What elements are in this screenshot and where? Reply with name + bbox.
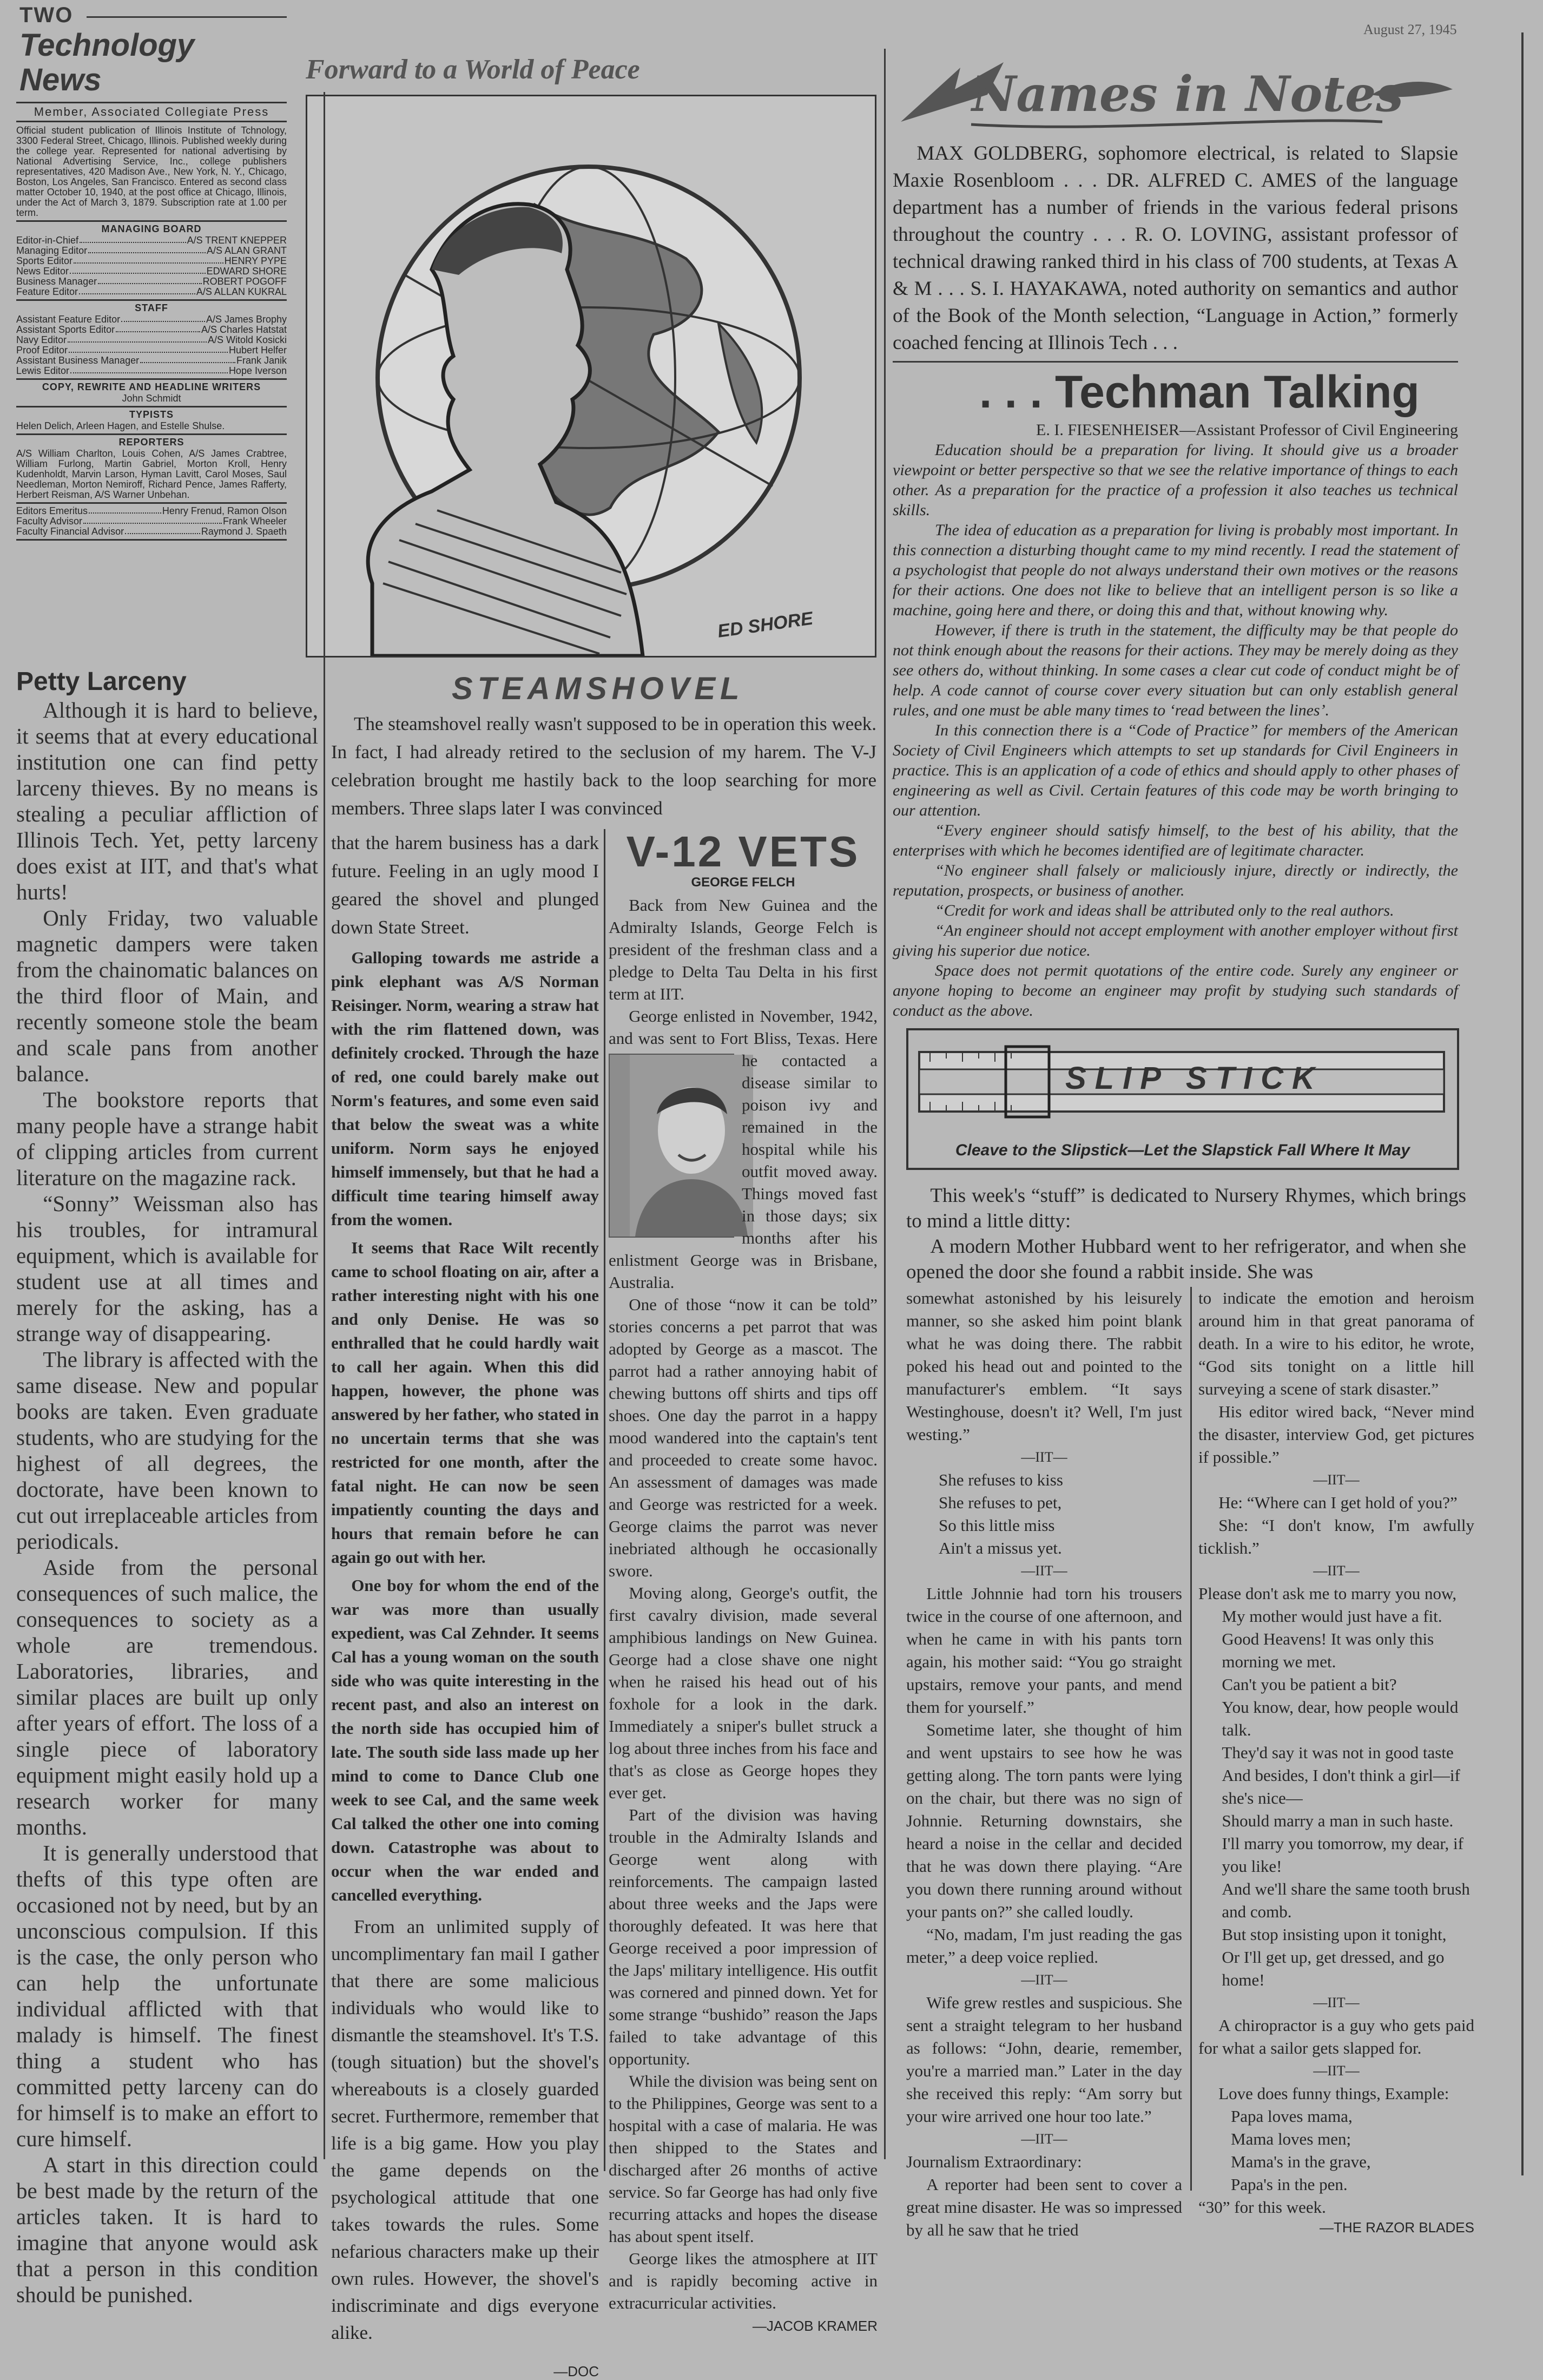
paragraph: In this connection there is a “Code of Practice” for members of the American Society of Civil Engineers which attempts to set up standards for Civil Engineers in practice. This is an application of a code of ethics and should apply to other phases of engineering as well as Civil. Certain features of this code may be worth bringing to our attention. [893, 721, 1458, 819]
staff-row [16, 287, 287, 297]
leader-dots [68, 335, 207, 343]
separator: —IIT— [1021, 1972, 1067, 1988]
copy-writers: John Schmidt [122, 393, 181, 404]
leader-dots [70, 266, 206, 274]
paragraph: Aside from the personal consequences of such malice, the consequences to society as a whole are tremendous. Laboratories, libraries, and similar places are built up only after years of effort. The loss of a single piece of laboratory equipment might easily hold up a research worker for many months. [16, 1555, 318, 1839]
author-signature: —JACOB KRAMER [752, 2318, 878, 2334]
leader-dots [98, 277, 202, 284]
leader-dots [121, 314, 205, 322]
staff-role: Assistant Sports Editor [16, 325, 115, 335]
managing-board-heading: MANAGING BOARD [101, 223, 202, 234]
paragraph: Love does funny things, Example: [1218, 2084, 1449, 2103]
staff-name: EDWARD SHORE [206, 266, 287, 277]
staff-role: Managing Editor [16, 246, 88, 256]
paragraph: One of those “now it can be told” stories concerns a pet parrot that was adopted by George as a mascot. The parrot had a rather annoying habit of chewing buttons off shirts and tips off shoes. One day the parrot in a happy mood wandered into the captain's tent and proceeded to create some havoc. An assessment of damages was made and George was restricted for a week. George claims the parrot was never inebriated although he occasionally swore. [609, 1295, 878, 1580]
paragraph: “Sonny” Weissman also has his troubles, for intramural equipment, which is available for student use at all times and merely for the asking, has a strange way of disappearing. [16, 1191, 318, 1346]
staff-row [16, 277, 287, 287]
steamshovel-intro [331, 710, 876, 823]
page-edge-rule [1521, 32, 1524, 2175]
leader-dots [80, 235, 186, 243]
separator: —IIT— [1313, 2063, 1360, 2079]
leader-dots [69, 345, 228, 353]
staff-row [16, 335, 287, 345]
paragraph: “No, madam, I'm just reading the gas meter,” a deep voice replied. [906, 1925, 1182, 1967]
text: Texas. Here he contacted a disease similar to poison ivy and remained in the hospital while his outfit moved away. Things moved fast in those days; six months after his enlistment George was in Brisbane, Australia. [609, 1029, 878, 1292]
paragraph: Education should be a preparation for living. It should give us a broader viewpoint or better perspective so that we see the relative importance of things to each other. As a preparation for the practice of a profession it also teaches us technical skills. [893, 441, 1458, 519]
staff-role: Lewis Editor [16, 366, 70, 376]
paragraph: somewhat astonished by his leisurely manner, so she asked him point blank what he was doing there. The rabbit poked his head out and pointed to the manufacturer's emblem. “It says Westinghouse, doesn't it? Well, I'm just westing.” [906, 1288, 1182, 1444]
separator: —IIT— [1021, 1449, 1067, 1465]
paragraph: However, if there is truth in the statement, the difficulty may be that people do not think enough about the reasons for their actions. They may be merely doing as they see others do, without thinking. In some cases a clear cut code of conduct might be of help. A code cannot of course cover every situation but can only establish general rules, and one must be able many times to ‘read between the lines’. [893, 621, 1458, 719]
person-portrait-icon [630, 1055, 753, 1237]
page-number: TWO [19, 3, 74, 27]
staff-role: Faculty Advisor [16, 516, 83, 527]
reporters: A/S William Charlton, Louis Cohen, A/S James Crabtree, William Furlong, Martin Gabriel, Morton Kroll, Henry Kudenholdt, Marvin Larson, Hyman Lavitt, Carol Moses, Saul Needleman, Morton Nemiroff, Richard Pence, James Rafferty, Herbert Reisman, A/S Warner Unbehan. [16, 448, 287, 500]
paragraph: Wife grew restles and suspicious. She sent a straight telegram to her husband as follows: “John, dearie, remember, you're a married man.” Later in the day she received this reply: “Am sorry but your wire arrived one hour too late.” [906, 1993, 1182, 2126]
staff-row [16, 314, 287, 325]
article-title: V-12 VETS [626, 827, 860, 876]
leader-dots [79, 287, 195, 294]
paragraph: A chiropractor is a guy who gets paid for what a sailor gets slapped for. [1198, 2016, 1474, 2057]
typists-heading: TYPISTS [129, 409, 174, 420]
editorial-title: Petty Larceny [16, 667, 187, 696]
staff-row [16, 266, 287, 277]
author-signature: —DOC [553, 2363, 599, 2379]
banner-lettering: Names in Notes [972, 65, 1403, 123]
leader-dots [125, 527, 200, 534]
staff-list [16, 314, 287, 376]
paragraph: Galloping towards me astride a pink elephant was A/S Norman Reisinger. Norm, wearing a straw hat with the rim flattened down, was definitely crocked. Through the haze of red, one could barely make out Norm's features, and some even said that below the sweat was a white uniform. Norm says he enjoyed himself immensely, but that he had a difficult time tearing himself away from the women. [331, 948, 599, 1229]
paragraph: The library is affected with the same disease. New and popular books are taken. Even graduate students, who are studying for the highest of all degrees, the doctorate, have been known to cut out irreplaceable articles from periodicals. [16, 1347, 318, 1554]
column-rule [604, 829, 605, 2171]
staff-name: Hubert Helfer [228, 345, 287, 356]
paragraph: “No engineer shall falsely or maliciously injure, directly or indirectly, the reputation, prospects, or business of another. [893, 862, 1458, 899]
paragraph: She: “I don't know, I'm awfully ticklish.” [1198, 1516, 1474, 1557]
names-in-notes-text [893, 140, 1458, 357]
byline: E. I. FIESENHEISER—Assistant Professor of Civil Engineering [1036, 421, 1458, 439]
text: George enlisted in November, 1942, and was sent to Fort Bliss, [609, 1007, 878, 1048]
staff-name: A/S Charles Hatstat [201, 325, 287, 335]
paragraph: Part of the division was having trouble in the Admiralty Islands and George went along with reinforcements. The campaign lasted about three weeks and the Japs were thoroughly defeated. It was here that George received a poor impression of the Japs' military intelligence. His outfit was cornered and pinned down. Yet for some strange “bushido” reason the Japs failed to take advantage of this opportunity. [609, 1805, 878, 2068]
paragraph: This week's “stuff” is dedicated to Nursery Rhymes, which brings to mind a little ditty: [906, 1185, 1466, 1232]
staff-row [16, 527, 287, 537]
paragraph: The idea of education as a preparation for living is probably most important. In this connection a disturbing thought came to my mind recently. I read the statement of a psychologist that people do not always understand their own motives or the reasons for their actions. One does not like to believe that an intelligent person is so like a machine, going here and there, or doing this and that, without knowing why. [893, 521, 1458, 619]
staff-role: Assistant Business Manager [16, 356, 140, 366]
reporters-heading: REPORTERS [118, 437, 184, 448]
slip-stick-title: SLIP STICK [1065, 1061, 1323, 1096]
cartoon-title: Forward to a World of Peace [306, 54, 640, 85]
paragraph: It is generally understood that thefts of this type often are occasioned not by need, but by an unconscious compulsion. If this is the case, the only person who can help the unfortunate individual afflicted with that malady is himself. The finest thing a student who has committed petty larceny can do for himself is to make an effort to cure himself. [16, 1840, 318, 2151]
staff-name: ROBERT POGOFF [202, 277, 287, 287]
staff-name: Henry Frenud, Ramon Olson [162, 506, 287, 516]
paragraph: Journalism Extraordinary: [906, 2152, 1082, 2171]
column-rule [324, 92, 325, 2159]
artist-signature: ED SHORE [716, 608, 814, 642]
techman-talking-column [893, 420, 1458, 1021]
staff-row [16, 246, 287, 256]
staff-role: Proof Editor [16, 345, 68, 356]
membership-line: Member, Associated Collegiate Press [16, 102, 287, 122]
staff-row [16, 516, 287, 527]
paragraph: While the division was being sent on to the Philippines, George was sent to a hospital with a case of malaria. He was then shipped to the States and discharged after 26 months of active service. So far George has had only five recurring attacks and hopes the disease has about spent itself. [609, 2072, 878, 2246]
paragraph: George likes the atmosphere at IIT and is rapidly becoming active in extracurricular activities. [609, 2249, 878, 2312]
separator: —IIT— [1313, 1563, 1360, 1579]
paragraph: A start in this direction could be best made by the return of the articles taken. It is hard to imagine that anyone would ask that a person in this condition should be punished. [16, 2152, 318, 2307]
techman-talking-heading: . . . Techman Talking [979, 366, 1420, 417]
issue-date: August 27, 1945 [1363, 22, 1457, 37]
leader-dots [70, 366, 228, 373]
staff-heading: STAFF [135, 303, 168, 313]
copy-writers-heading: COPY, REWRITE AND HEADLINE WRITERS [42, 382, 261, 392]
column-rule [1190, 1287, 1192, 2191]
separator: —IIT— [1313, 1472, 1360, 1488]
paragraph: Although it is hard to believe, it seems that at every educational institution one can find petty larceny thieves. By no means is stealing a peculiar affliction of Illinois Tech. Yet, petty larceny does exist at IIT, and that's what hurts! [16, 698, 318, 904]
leader-dots [83, 516, 222, 524]
separator: —IIT— [1021, 2131, 1067, 2147]
staff-name: A/S James Brophy [206, 314, 287, 325]
paragraph: From an unlimited supply of uncomplimentary fan mail I gather that there are some malicious individuals who would like to dismantle the steamshovel. It's T.S. (tough situation) but the shovel's whereabouts is a closely guarded secret. Furthermore, remember that life is a big game. How you play the game depends on the psychological attitude that one takes towards the rules. Some nefarious characters make up their own rules. However, the shovel's indiscriminate and digs everyone alike. [331, 1916, 599, 2343]
staff-name: A/S Witold Kosicki [207, 335, 287, 345]
staff-name: Frank Janik [236, 356, 287, 366]
petty-larceny-editorial [16, 667, 318, 2307]
slip-stick-column-right [1198, 1287, 1474, 2236]
advisors-list [16, 506, 287, 537]
paragraph: One boy for whom the end of the war was more than usually expedient, was Cal Zehnder. It seems Cal has a young woman on the south side who was quite interesting in the recent past, and also an interest on the north side has occupied him of late. The south side lass made up her mind to come to Dance Club one week to see Cal, and the same week Cal talked the other one into coming down. Catastrophe was about to occur when the war ended and cancelled everything. [331, 1576, 599, 1904]
staff-row [16, 356, 287, 366]
paragraph: “Every engineer should satisfy himself, to the best of his ability, that the enterprises with which he becomes identified are of legitimate character. [893, 821, 1458, 859]
paragraph: His editor wired back, “Never mind the disaster, interview God, get pictures if possible.” [1198, 1402, 1474, 1467]
paragraph: Back from New Guinea and the Admiralty Islands, George Felch is president of the freshman class and a pledge to Delta Tau Delta in his first term at IIT. [609, 896, 878, 1003]
managing-board-list [16, 235, 287, 297]
staff-role: Navy Editor [16, 335, 67, 345]
poem: Please don't ask me to marry you now, My mother would just have a fit. Good Heavens! It was only this morning we met. Can't you be patient a bit? You know, dear, how people would talk. They'd say it was not in good taste And besides, I don't think a girl—if she's nice— Should marry a man in such haste. I'll marry you tomorrow, my dear, if you like! And we'll share the same tooth brush and comb. But stop insisting upon it tonight, Or I'll get up, get dressed, and go home! [1198, 1584, 1470, 1989]
separator: —IIT— [1021, 1563, 1067, 1579]
staff-row [16, 235, 287, 246]
paragraph: Only Friday, two valuable magnetic dampers were taken from the chainomatic balances on the third floor of Main, and recently someone stole the beam and scale pans from another balance. [16, 905, 318, 1086]
globe-and-boy-drawing [307, 96, 875, 656]
publication-info: Official student publication of Illinois Institute of Tchnology, 3300 Federal Street, Chicago, Illinois. Published weekly during the college year. Represented for national advertising by National Advertising Service, Inc., college publishers representatives, 420 Madison Ave., New York, N. Y., Chicago, Boston, Los Angeles, San Francisco. Entered as second class matter October 10, 1940, at the post office at Chicago, Illinois, under the Act of March 3, 1879. Subscription rate at 1.00 per term. [16, 125, 287, 218]
paragraph: Sometime later, she thought of him and went upstairs to see how he was getting along. The torn pants were lying on the chair, but there was no sign of Johnnie. Returning downstairs, she heard a noise in the cellar and decided that he was down there playing. “Are you down there running around without your pants on?” she called loudly. [906, 1720, 1182, 1921]
staff-role: Business Manager [16, 277, 97, 287]
divider [893, 361, 1458, 363]
staff-role: News Editor [16, 266, 69, 277]
paragraph: The steamshovel really wasn't supposed to be in operation this week. In fact, I had already retired to the seclusion of my harem. The V-J celebration brought me hastily back to the loop searching for more members. Three slaps later I was convinced [331, 713, 876, 819]
paragraph: MAX GOLDBERG, sophomore electrical, is related to Slapsie Maxie Rosenbloom . . . DR. ALFRED C. AMES of the language department has a number of friends in the various federal prisons throughout the country . . . R. O. LOVING, assistant professor of technical drawing ranked third in his class of 700 students, at Texas A & M . . . S. I. HAYAKAWA, noted authority on semantics and author of the Book of the Month selection, “Language in Action,” formerly coached fencing at Illinois Tech . . . [893, 142, 1458, 354]
paragraph: A reporter had been sent to cover a great mine disaster. He was so impressed by all he saw that he tried [906, 2175, 1182, 2239]
leader-dots [116, 325, 200, 332]
leader-dots [88, 246, 206, 253]
typists: Helen Delich, Arleen Hagen, and Estelle Shulse. [16, 420, 225, 431]
staff-row [16, 506, 287, 516]
staff-name: HENRY PYPE [224, 256, 287, 266]
staff-name: A/S ALAN GRANT [206, 246, 287, 256]
staff-box [16, 100, 287, 543]
paragraph: “Credit for work and ideas shall be attributed only to the real authors. [935, 902, 1394, 919]
paragraph: A modern Mother Hubbard went to her refrigerator, and when she opened the door she found a rabbit inside. She was [906, 1235, 1466, 1283]
steamshovel-column [331, 829, 599, 2380]
quill-pen-banner-icon [895, 57, 1458, 138]
paragraph: that the harem business has a dark future. Feeling in an ugly mood I geared the shovel and plunged down State Street. [331, 832, 599, 938]
paragraph: The bookstore reports that many people have a strange habit of clipping articles from current literature on the magazine rack. [16, 1087, 318, 1190]
slip-stick-banner [906, 1028, 1459, 1170]
leader-dots [89, 506, 161, 514]
paragraph: “30” for this week. [1198, 2198, 1326, 2217]
staff-role: Sports Editor [16, 256, 73, 266]
staff-role: Editors Emeritus [16, 506, 88, 516]
staff-name: Raymond J. Spaeth [201, 527, 287, 537]
paragraph: It seems that Race Wilt recently came to school floating on air, after a rather interesting night with his one and only Denise. He was so enthralled that he could hardly wait to call her again. When this did happen, however, the phone was answered by her father, who stated in no uncertain terms that she was restricted for one month, after the fatal night. He can now be seen impatiently counting the days and hours that remain before he can again go out with her. [331, 1238, 599, 1567]
staff-name: Hope Iverson [228, 366, 287, 376]
poem: Papa loves mama, Mama loves men; Mama's in the grave, Papa's in the pen. [1231, 2107, 1371, 2194]
paragraph: Space does not permit quotations of the entire code. Surely any engineer or anyone hoping to become an engineer may profit by studying such standards of conduct as the above. [893, 962, 1458, 1020]
staff-row [16, 345, 287, 356]
slip-stick-intro [906, 1183, 1466, 1285]
slip-stick-caption: Cleave to the Slipstick—Let the Slapstick Fall Where It May [955, 1141, 1410, 1159]
staff-row [16, 256, 287, 266]
article-subject: GEORGE FELCH [691, 875, 795, 890]
staff-name: A/S ALLAN KUKRAL [196, 287, 287, 297]
leader-dots [74, 256, 223, 264]
paragraph: Moving along, George's outfit, the first cavalry division, made several amphibious landings on New Guinea. George had a close shave one night when he raised his head out of his foxhole for a look in the dark. Immediately a sniper's bullet struck a log about three inches from his face and that's as close as George hopes they ever get. [609, 1583, 878, 1802]
newspaper-name: Technology News [19, 28, 195, 97]
steamshovel-heading: STEAMSHOVEL [452, 671, 744, 706]
staff-role: Feature Editor [16, 287, 78, 297]
leader-dots [140, 356, 235, 363]
paragraph [609, 1005, 878, 1293]
poem: She refuses to kiss She refuses to pet, So this little miss Ain't a missus yet. [939, 1470, 1063, 1557]
separator: —IIT— [1313, 1995, 1360, 2010]
cartoon-illustration [306, 95, 876, 658]
paragraph: He: “Where can I get hold of you?” [1218, 1493, 1458, 1512]
slip-stick-column-left [906, 1287, 1182, 2241]
column-rule [884, 49, 886, 2159]
staff-name: A/S TRENT KNEPPER [187, 235, 287, 246]
staff-row [16, 325, 287, 335]
paragraph: “An engineer should not accept employment with another employer without first giving his superior due notice. [893, 922, 1458, 959]
staff-role: Editor-in-Chief [16, 235, 79, 246]
paragraph: Little Johnnie had torn his trousers twice in the course of one afternoon, and when he came in with his pants torn again, his mother said: “You go straight upstairs, remove your pants, and mend them for yourself.” [906, 1584, 1182, 1717]
names-in-notes-banner [895, 57, 1458, 138]
paragraph: to indicate the emotion and heroism around him in that great panorama of death. In a wire to his editor, he wrote, “God sits tonight on a little hill surveying a scene of stark disaster.” [1198, 1288, 1474, 1398]
staff-row [16, 366, 287, 376]
staff-name: Frank Wheeler [222, 516, 287, 527]
staff-role: Assistant Feature Editor [16, 314, 121, 325]
staff-role: Faculty Financial Advisor [16, 527, 124, 537]
portrait-photo [609, 1054, 734, 1238]
author-signature: —THE RAZOR BLADES [1319, 2219, 1474, 2236]
v12-vets-article [609, 829, 878, 2335]
divider [87, 16, 287, 18]
